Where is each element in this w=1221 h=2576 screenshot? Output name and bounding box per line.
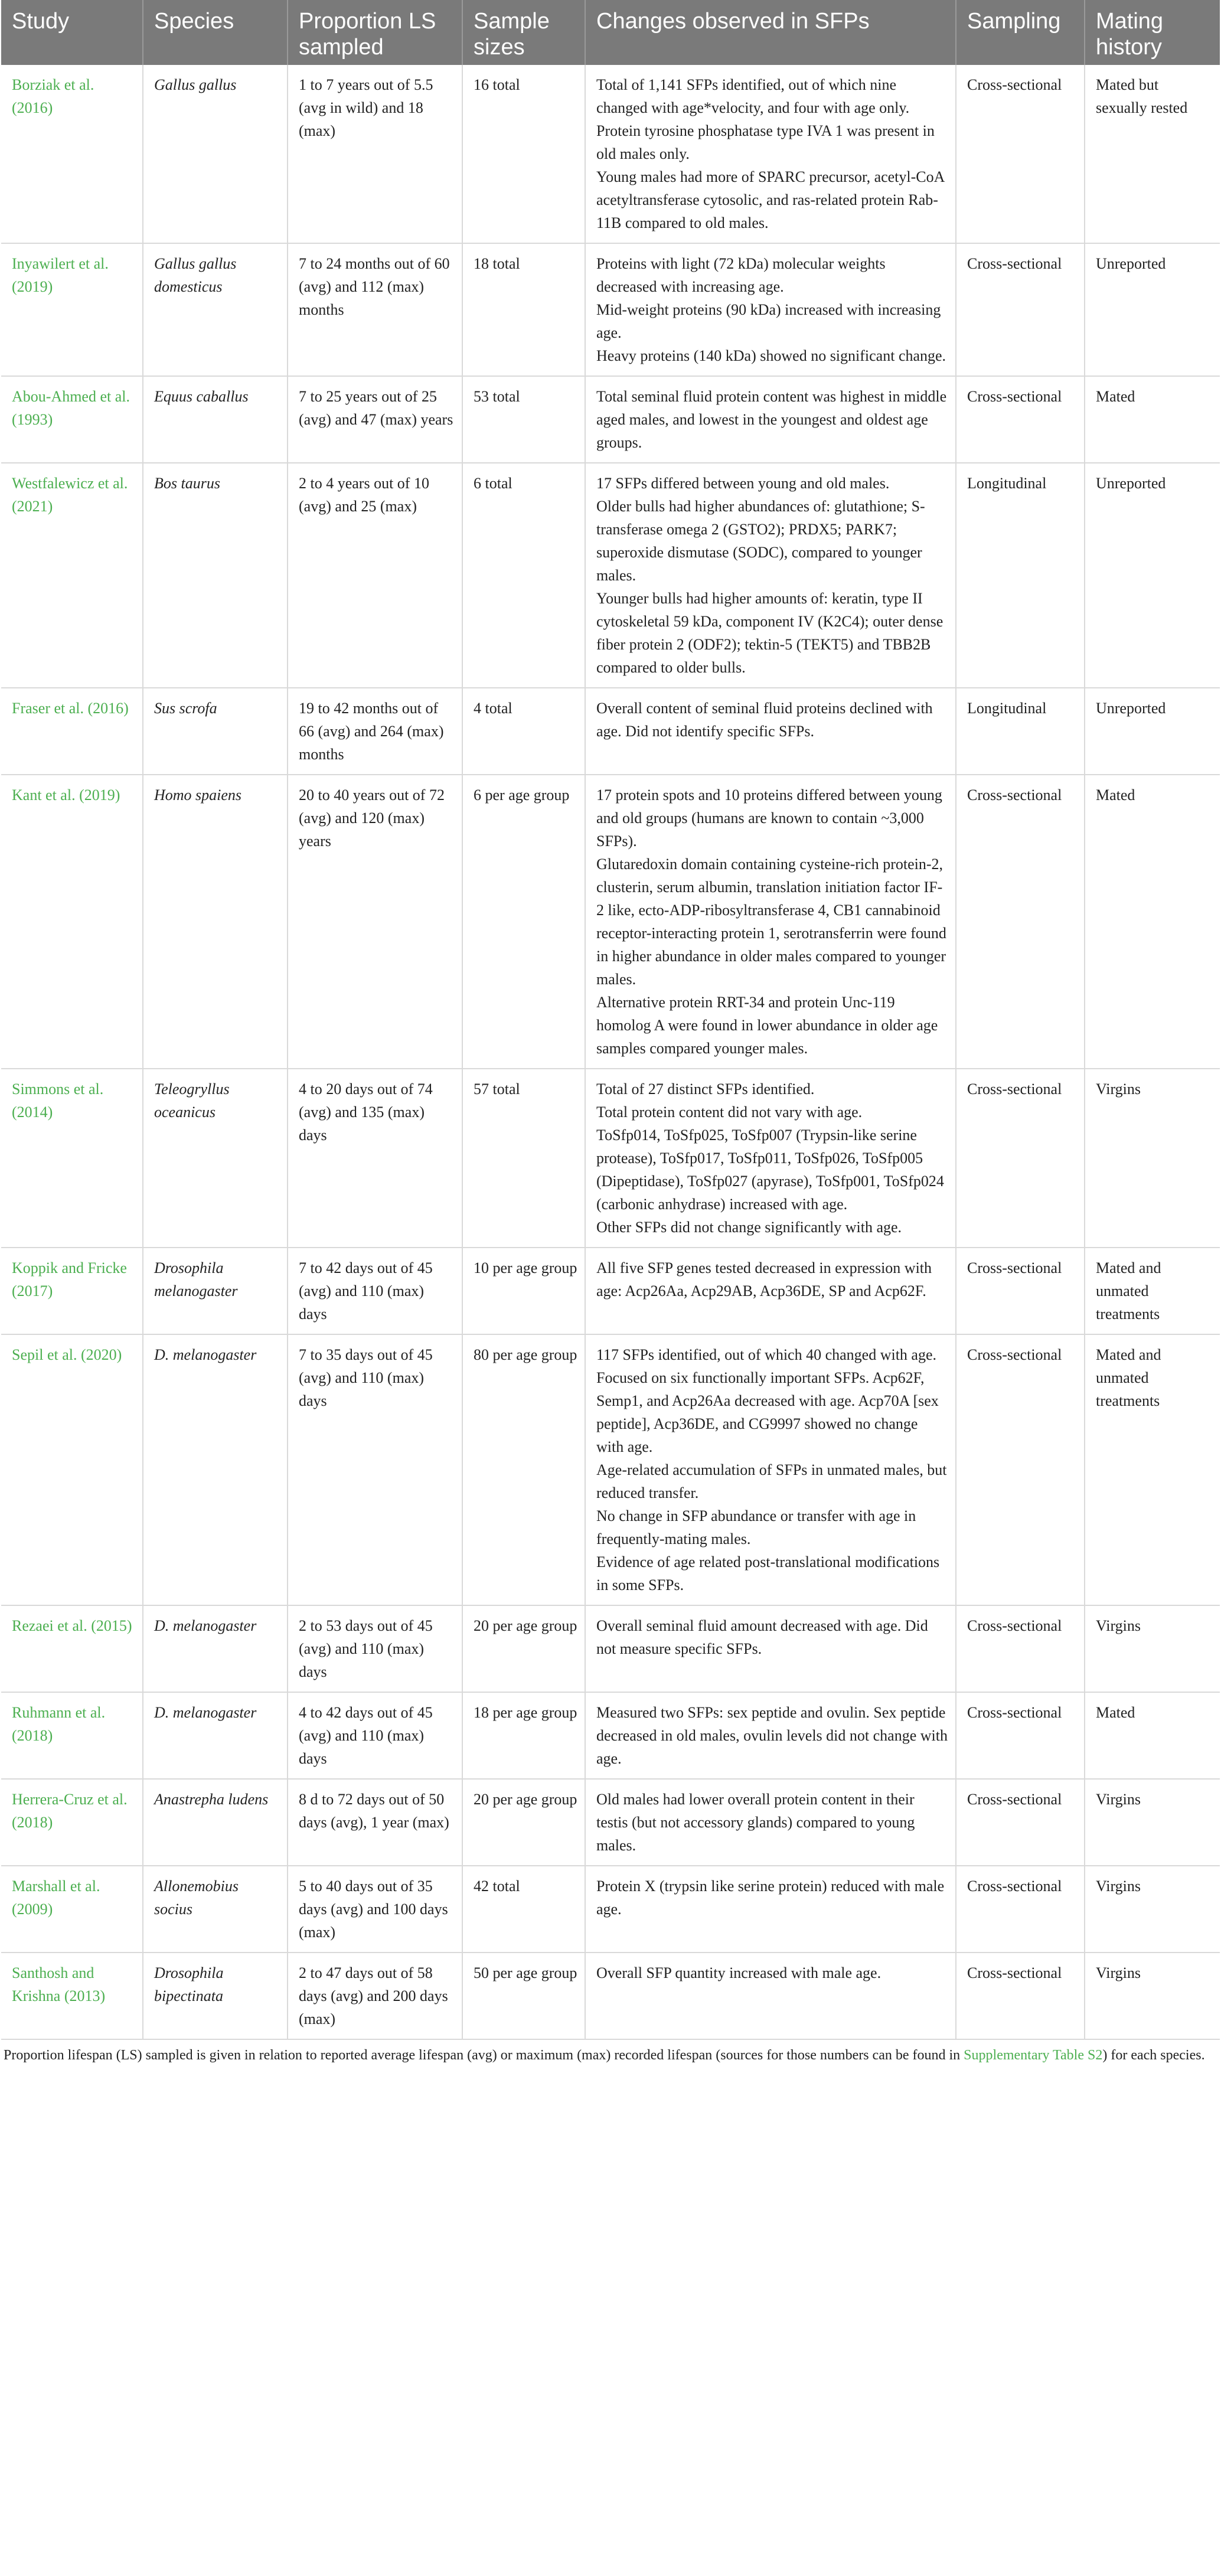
table-row xyxy=(1,775,1220,1069)
species-cell: Sus scrofa xyxy=(143,688,288,775)
study-link[interactable]: Rezaei et al. (2015) xyxy=(1,1605,143,1692)
species-cell: Anastrepha ludens xyxy=(143,1779,288,1866)
change-item: Protein X (trypsin like serine protein) reduced with male age. xyxy=(596,1878,945,1918)
proportion-cell: 2 to 47 days out of 58 days (avg) and 200 days (max) xyxy=(288,1953,462,2039)
species-cell: Bos taurus xyxy=(143,463,288,688)
proportion-cell: 7 to 35 days out of 45 (avg) and 110 (max) days xyxy=(288,1334,462,1605)
species-cell: Allonemobius socius xyxy=(143,1866,288,1953)
table-row xyxy=(1,688,1220,775)
proportion-cell: 20 to 40 years out of 72 (avg) and 120 (max) years xyxy=(288,775,462,1069)
species-cell: Teleogryllus oceanicus xyxy=(143,1069,288,1248)
supplementary-table-link[interactable]: Supplementary Table S2 xyxy=(964,2048,1103,2063)
proportion-cell: 2 to 53 days out of 45 (avg) and 110 (max) days xyxy=(288,1605,462,1692)
table-row xyxy=(1,1605,1220,1692)
change-item: Overall SFP quantity increased with male age. xyxy=(596,1964,882,1981)
sampling-cell: Cross-sectional xyxy=(956,376,1085,463)
change-item: Total of 1,141 SFPs identified, out of which nine changed with age*velocity, and four with age only. xyxy=(596,76,910,116)
changes-cell xyxy=(585,1605,956,1692)
change-item: 17 SFPs differed between young and old males. xyxy=(596,475,890,492)
sampling-cell: Cross-sectional xyxy=(956,243,1085,376)
sample-size-cell: 57 total xyxy=(462,1069,585,1248)
mating-history-cell: Virgins xyxy=(1085,1605,1220,1692)
mating-history-cell: Mated xyxy=(1085,376,1220,463)
change-item: Total protein content did not vary with age. xyxy=(596,1103,863,1121)
changes-cell xyxy=(585,243,956,376)
changes-cell xyxy=(585,1248,956,1334)
species-cell: Drosophila bipectinata xyxy=(143,1953,288,2039)
mating-history-cell: Mated and unmated treatments xyxy=(1085,1248,1220,1334)
header-species: Species xyxy=(143,0,288,65)
change-item: Heavy proteins (140 kDa) showed no significant change. xyxy=(596,347,946,364)
sampling-cell: Cross-sectional xyxy=(956,1692,1085,1779)
proportion-cell: 19 to 42 months out of 66 (avg) and 264 (max) months xyxy=(288,688,462,775)
sample-size-cell: 6 total xyxy=(462,463,585,688)
change-item: Total of 27 distinct SFPs identified. xyxy=(596,1080,815,1098)
table-row xyxy=(1,1866,1220,1953)
change-item: No change in SFP abundance or transfer with age in frequently-mating males. xyxy=(596,1507,916,1547)
species-cell: Gallus gallus xyxy=(143,65,288,243)
change-item: Young males had more of SPARC precursor, acetyl-CoA acetyltransferase cytosolic, and ras-related protein Rab-11B compared to old males. xyxy=(596,168,944,231)
mating-history-cell: Virgins xyxy=(1085,1779,1220,1866)
sampling-cell: Longitudinal xyxy=(956,688,1085,775)
sample-size-cell: 18 total xyxy=(462,243,585,376)
change-item: 17 protein spots and 10 proteins differed between young and old groups (humans are known to contain ~3,000 SFPs). xyxy=(596,786,942,850)
change-item: Protein tyrosine phosphatase type IVA 1 was present in old males only. xyxy=(596,122,935,162)
change-item: Overall content of seminal fluid proteins declined with age. Did not identify specific SFPs. xyxy=(596,700,933,740)
changes-cell xyxy=(585,1334,956,1605)
table-row xyxy=(1,376,1220,463)
proportion-cell: 7 to 25 years out of 25 (avg) and 47 (max) years xyxy=(288,376,462,463)
sampling-cell: Cross-sectional xyxy=(956,1953,1085,2039)
sampling-cell: Cross-sectional xyxy=(956,1866,1085,1953)
species-cell: D. melanogaster xyxy=(143,1692,288,1779)
species-cell: Drosophila melanogaster xyxy=(143,1248,288,1334)
sampling-cell: Cross-sectional xyxy=(956,1248,1085,1334)
species-cell: Homo spaiens xyxy=(143,775,288,1069)
mating-history-cell: Mated xyxy=(1085,1692,1220,1779)
study-link[interactable]: Westfalewicz et al. (2021) xyxy=(1,463,143,688)
sampling-cell: Cross-sectional xyxy=(956,1605,1085,1692)
change-item: Evidence of age related post-translational modifications in some SFPs. xyxy=(596,1553,940,1594)
changes-cell xyxy=(585,1866,956,1953)
sampling-cell: Cross-sectional xyxy=(956,65,1085,243)
proportion-cell: 4 to 42 days out of 45 (avg) and 110 (max) days xyxy=(288,1692,462,1779)
header-sampling: Sampling xyxy=(956,0,1085,65)
table-row xyxy=(1,65,1220,243)
sample-size-cell: 50 per age group xyxy=(462,1953,585,2039)
change-item: Mid-weight proteins (90 kDa) increased with increasing age. xyxy=(596,301,941,341)
study-link[interactable]: Ruhmann et al. (2018) xyxy=(1,1692,143,1779)
changes-cell xyxy=(585,775,956,1069)
table-body xyxy=(1,65,1220,2039)
change-item: Total seminal fluid protein content was highest in middle aged males, and lowest in the youngest and oldest age groups. xyxy=(596,388,947,451)
proportion-cell: 2 to 4 years out of 10 (avg) and 25 (max) xyxy=(288,463,462,688)
sampling-cell: Cross-sectional xyxy=(956,1779,1085,1866)
change-item: Overall seminal fluid amount decreased with age. Did not measure specific SFPs. xyxy=(596,1617,928,1657)
changes-cell xyxy=(585,1069,956,1248)
species-cell: Equus caballus xyxy=(143,376,288,463)
study-link[interactable]: Santhosh and Krishna (2013) xyxy=(1,1953,143,2039)
mating-history-cell: Unreported xyxy=(1085,463,1220,688)
changes-cell xyxy=(585,1779,956,1866)
table-row xyxy=(1,1779,1220,1866)
mating-history-cell: Mated and unmated treatments xyxy=(1085,1334,1220,1605)
mating-history-cell: Unreported xyxy=(1085,243,1220,376)
change-item: Measured two SFPs: sex peptide and ovulin. Sex peptide decreased in old males, ovulin levels did not change with age. xyxy=(596,1704,948,1767)
study-link[interactable]: Marshall et al. (2009) xyxy=(1,1866,143,1953)
mating-history-cell: Virgins xyxy=(1085,1953,1220,2039)
table-row xyxy=(1,1953,1220,2039)
proportion-cell: 7 to 24 months out of 60 (avg) and 112 (max) months xyxy=(288,243,462,376)
study-link[interactable]: Inyawilert et al. (2019) xyxy=(1,243,143,376)
footnote-text-before: Proportion lifespan (LS) sampled is given in relation to reported average lifespan (avg) or maximum (max) recorded lifespan (sources for those numbers can be found in xyxy=(4,2048,964,2063)
header-changes: Changes observed in SFPs xyxy=(585,0,956,65)
sampling-cell: Cross-sectional xyxy=(956,775,1085,1069)
sample-size-cell: 53 total xyxy=(462,376,585,463)
header-sample-sizes: Sample sizes xyxy=(462,0,585,65)
table-row xyxy=(1,1334,1220,1605)
study-link[interactable]: Borziak et al. (2016) xyxy=(1,65,143,243)
change-item: Glutaredoxin domain containing cysteine-rich protein-2, clusterin, serum albumin, translation initiation factor IF-2 like, ecto-ADP-ribosyltransferase 4, CB1 cannabinoid receptor-interacting protein 1, serotransferrin were found in higher abundance in older males compared to younger males. xyxy=(596,856,946,988)
changes-cell xyxy=(585,688,956,775)
sample-size-cell: 10 per age group xyxy=(462,1248,585,1334)
header-proportion: Proportion LS sampled xyxy=(288,0,462,65)
header-study: Study xyxy=(1,0,143,65)
study-link[interactable]: Fraser et al. (2016) xyxy=(1,688,143,775)
table-row xyxy=(1,243,1220,376)
table-row xyxy=(1,463,1220,688)
sample-size-cell: 4 total xyxy=(462,688,585,775)
mating-history-cell: Mated but sexually rested xyxy=(1085,65,1220,243)
sample-size-cell: 18 per age group xyxy=(462,1692,585,1779)
changes-cell xyxy=(585,1692,956,1779)
proportion-cell: 8 d to 72 days out of 50 days (avg), 1 year (max) xyxy=(288,1779,462,1866)
mating-history-cell: Virgins xyxy=(1085,1866,1220,1953)
changes-cell xyxy=(585,376,956,463)
change-item: Age-related accumulation of SFPs in unmated males, but reduced transfer. xyxy=(596,1461,947,1501)
sample-size-cell: 20 per age group xyxy=(462,1779,585,1866)
sampling-cell: Cross-sectional xyxy=(956,1069,1085,1248)
sample-size-cell: 20 per age group xyxy=(462,1605,585,1692)
table-row xyxy=(1,1248,1220,1334)
change-item: Older bulls had higher abundances of: glutathione; S-transferase omega 2 (GSTO2); PRDX5; PARK7; superoxide dismutase (SODC), compared to younger males. xyxy=(596,498,925,584)
mating-history-cell: Mated xyxy=(1085,775,1220,1069)
proportion-cell: 1 to 7 years out of 5.5 (avg in wild) and 18 (max) xyxy=(288,65,462,243)
study-link[interactable]: Sepil et al. (2020) xyxy=(1,1334,143,1605)
sample-size-cell: 16 total xyxy=(462,65,585,243)
study-link[interactable]: Herrera-Cruz et al. (2018) xyxy=(1,1779,143,1866)
table-header xyxy=(1,0,1220,65)
species-cell: D. melanogaster xyxy=(143,1605,288,1692)
study-link[interactable]: Abou-Ahmed et al. (1993) xyxy=(1,376,143,463)
change-item: 117 SFPs identified, out of which 40 changed with age. Focused on six functionally important SFPs. Acp62F, Semp1, and Acp26Aa decreased with age. Acp70A [sex peptide], Acp36DE, and CG9997 showed no change with age. xyxy=(596,1346,939,1455)
changes-cell xyxy=(585,463,956,688)
changes-cell xyxy=(585,65,956,243)
sampling-cell: Cross-sectional xyxy=(956,1334,1085,1605)
study-link[interactable]: Simmons et al. (2014) xyxy=(1,1069,143,1248)
sample-size-cell: 80 per age group xyxy=(462,1334,585,1605)
changes-cell xyxy=(585,1953,956,2039)
mating-history-cell: Unreported xyxy=(1085,688,1220,775)
change-item: Proteins with light (72 kDa) molecular weights decreased with increasing age. xyxy=(596,255,886,295)
sample-size-cell: 42 total xyxy=(462,1866,585,1953)
table-row xyxy=(1,1692,1220,1779)
header-mating: Mating history xyxy=(1085,0,1220,65)
table-footnote xyxy=(1,2040,1220,2066)
footnote-text-after: ) for each species. xyxy=(1102,2048,1205,2063)
change-item: Younger bulls had higher amounts of: keratin, type II cytoskeletal 59 kDa, component IV (K2C4); outer dense fiber protein 2 (ODF2); tektin-5 (TEKT5) and TBB2B compared to older bulls. xyxy=(596,590,944,676)
table-row xyxy=(1,1069,1220,1248)
sample-size-cell: 6 per age group xyxy=(462,775,585,1069)
proportion-cell: 4 to 20 days out of 74 (avg) and 135 (max) days xyxy=(288,1069,462,1248)
species-cell: D. melanogaster xyxy=(143,1334,288,1605)
change-item: ToSfp014, ToSfp025, ToSfp007 (Trypsin-like serine protease), ToSfp017, ToSfp011, ToSfp026, ToSfp005 (Dipeptidase), ToSfp027 (apyrase), ToSfp001, ToSfp024 (carbonic anhydrase) increased with age. xyxy=(596,1127,944,1213)
proportion-cell: 5 to 40 days out of 35 days (avg) and 100 days (max) xyxy=(288,1866,462,1953)
mating-history-cell: Virgins xyxy=(1085,1069,1220,1248)
study-link[interactable]: Koppik and Fricke (2017) xyxy=(1,1248,143,1334)
change-item: Old males had lower overall protein content in their testis (but not accessory glands) compared to young males. xyxy=(596,1791,915,1854)
sfp-aging-table xyxy=(1,0,1220,2040)
change-item: All five SFP genes tested decreased in expression with age: Acp26Aa, Acp29AB, Acp36DE, SP and Acp62F. xyxy=(596,1259,932,1300)
change-item: Alternative protein RRT-34 and protein Unc-119 homolog A were found in lower abundance in older age samples compared younger males. xyxy=(596,994,938,1057)
species-cell: Gallus gallus domesticus xyxy=(143,243,288,376)
proportion-cell: 7 to 42 days out of 45 (avg) and 110 (max) days xyxy=(288,1248,462,1334)
change-item: Other SFPs did not change significantly with age. xyxy=(596,1219,902,1236)
header-row xyxy=(1,0,1220,65)
study-link[interactable]: Kant et al. (2019) xyxy=(1,775,143,1069)
sampling-cell: Longitudinal xyxy=(956,463,1085,688)
